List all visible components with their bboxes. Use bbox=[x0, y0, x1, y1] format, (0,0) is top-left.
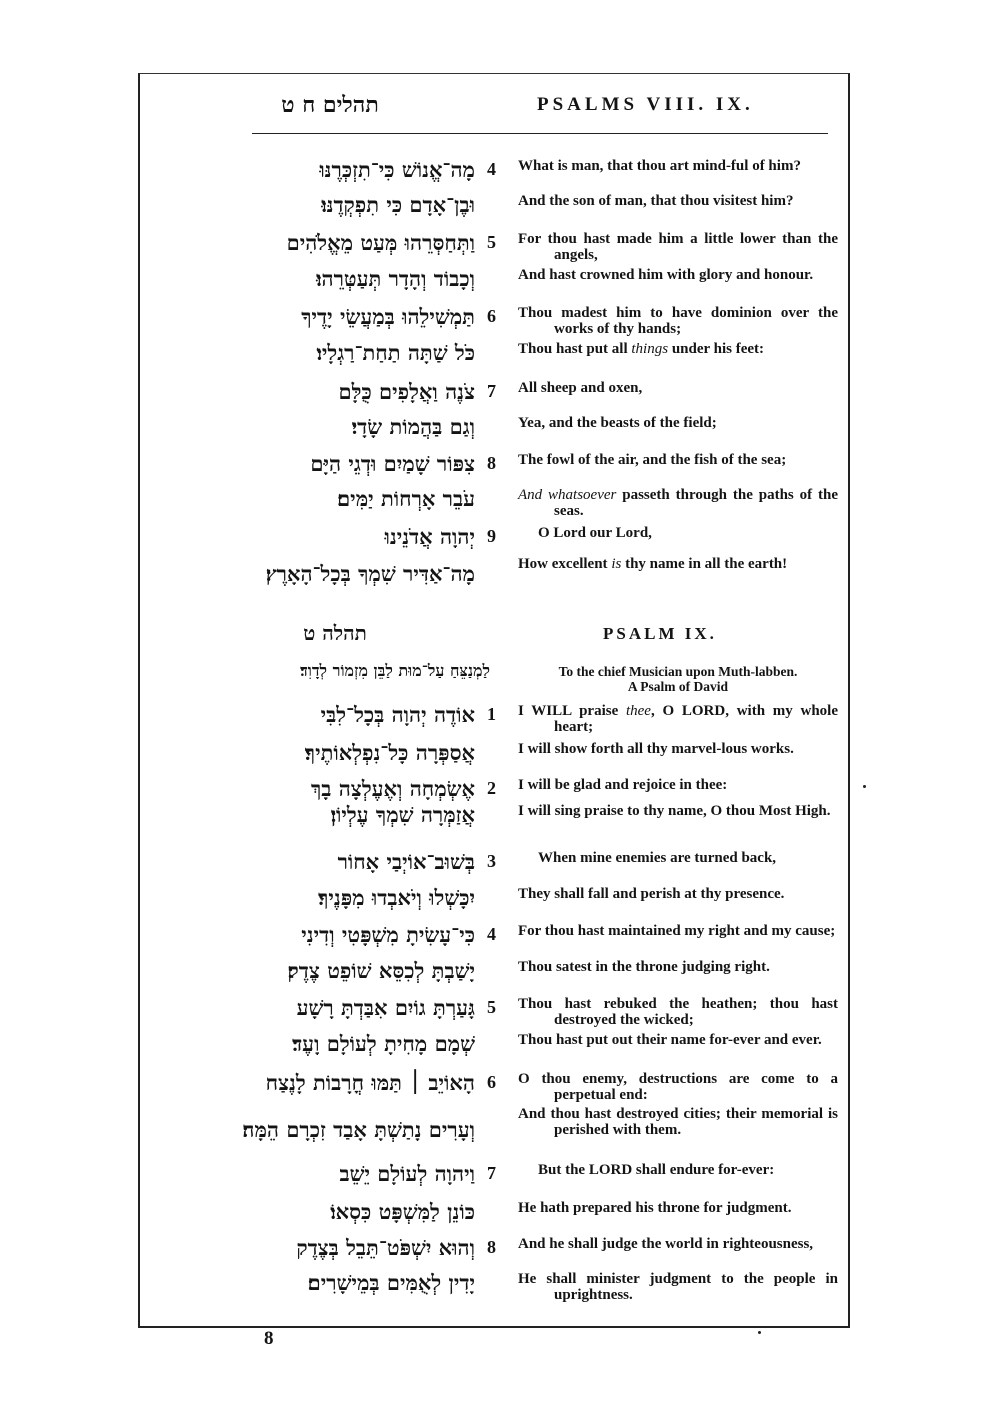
italic-segment: things bbox=[631, 341, 669, 357]
verse-number: 7 bbox=[487, 1163, 496, 1183]
verse-line bbox=[0, 341, 1000, 371]
text-segment: All sheep and oxen, bbox=[518, 380, 643, 396]
verse-line bbox=[0, 193, 1000, 223]
hebrew-text: אוֹדֶה יְהוָה בְּכָל־לִבִּי bbox=[320, 702, 475, 727]
verse-line bbox=[0, 1071, 1000, 1101]
italic-segment: thee bbox=[625, 703, 651, 719]
verse-number: 3 bbox=[487, 851, 496, 871]
verse-number: 4 bbox=[487, 924, 496, 944]
english-text bbox=[518, 803, 838, 819]
hebrew-text: יָשַׁבְתָּ לְכִסֵּא שׁוֹפֵט צֶדֶק׃ bbox=[287, 958, 475, 983]
superscription-line-2: A Psalm of David bbox=[627, 679, 729, 694]
hebrew-text: בְּשׁוּב־אוֹיְבַי אָחוֹר bbox=[337, 849, 475, 874]
text-segment: And the son of man, that thou visitest him? bbox=[518, 193, 794, 209]
english-text bbox=[518, 703, 838, 735]
hebrew-text: מָה־אֱנוֹשׁ כִּי־תִזְכְּרֶנּוּ bbox=[319, 157, 475, 182]
text-segment: passeth through the paths of the seas. bbox=[554, 487, 838, 519]
verse-line bbox=[0, 803, 1000, 833]
hebrew-text: יְהוָה אֲדֹנֵינוּ bbox=[384, 524, 475, 549]
verse-line bbox=[0, 923, 1000, 953]
verse-number: 6 bbox=[487, 1072, 496, 1092]
verse-number: 4 bbox=[487, 159, 496, 179]
english-text bbox=[518, 158, 838, 174]
text-segment: I will be glad and rejoice in thee: bbox=[518, 777, 728, 793]
english-text bbox=[518, 452, 838, 468]
superscription-hebrew: לַמְנַצֵּחַ עַל־מוּת לַבֵּן מִזְמוֹר לְדָוִד׃ bbox=[300, 661, 490, 680]
verse-line bbox=[0, 1200, 1000, 1230]
english-text bbox=[518, 1071, 838, 1103]
text-segment: And hast crowned him with glory and honour. bbox=[518, 267, 814, 283]
english-text bbox=[518, 525, 838, 541]
verse-number: 8 bbox=[487, 453, 496, 473]
running-head-english: PSALMS VIII. IX. bbox=[537, 94, 754, 115]
text-segment: thy name in all the earth! bbox=[621, 556, 788, 572]
hebrew-text: אֲזַמְּרָה שִׁמְךָ עֶלְיוֹן׃ bbox=[330, 802, 475, 827]
verse-line bbox=[0, 231, 1000, 261]
text-segment: Thou satest in the throne judging right. bbox=[518, 959, 770, 975]
text-segment: But the LORD shall endure for-ever: bbox=[538, 1162, 775, 1178]
hebrew-text: וַיהוָה לְעוֹלָם יֵשֵׁב bbox=[339, 1161, 475, 1186]
italic-segment: And whatsoever bbox=[518, 487, 617, 503]
text-segment: The fowl of the air, and the fish of the sea; bbox=[518, 452, 787, 468]
hebrew-text: תַּמְשִׁילֵהוּ בְּמַעֲשֵׂי יָדֶיךָ bbox=[301, 304, 475, 329]
text-segment: I WILL praise bbox=[518, 703, 626, 719]
verse-line bbox=[0, 452, 1000, 482]
hebrew-text: כּוֹנֵן לַמִּשְׁפָּט כִּסְאוֹ׃ bbox=[330, 1199, 475, 1224]
english-text bbox=[518, 193, 838, 209]
hebrew-text: כֹּל שַׁתָּה תַחַת־רַגְלָיו׃ bbox=[316, 340, 475, 365]
english-text bbox=[518, 850, 838, 866]
superscription-english bbox=[518, 664, 838, 694]
hebrew-text: הָאוֹיֵב ׀ תַּמּוּ חֳרָבוֹת לָנֶצַח bbox=[265, 1070, 475, 1095]
hebrew-text: שְׁמָם מָחִיתָ לְעוֹלָם וָעֶד׃ bbox=[292, 1031, 475, 1056]
verse-line bbox=[0, 850, 1000, 880]
english-text bbox=[518, 305, 838, 337]
english-text bbox=[518, 1162, 838, 1178]
english-text bbox=[518, 923, 838, 939]
verse-number: 5 bbox=[487, 232, 496, 252]
hebrew-text: יָדִין לְאֻמִּים בְּמֵישָׁרִים׃ bbox=[307, 1270, 475, 1295]
verse-line bbox=[0, 525, 1000, 555]
verse-line bbox=[0, 1162, 1000, 1192]
psalm-9-heading-english: PSALM IX. bbox=[603, 624, 717, 643]
text-segment: I will sing praise to thy name, O thou Most High. bbox=[518, 803, 831, 819]
verse-line bbox=[0, 305, 1000, 335]
verse-line bbox=[0, 996, 1000, 1026]
verse-number: 2 bbox=[487, 778, 496, 798]
verse-line bbox=[0, 415, 1000, 445]
hebrew-text: גָּעַרְתָּ גוֹיִם אִבַּדְתָּ רָשָׁע bbox=[296, 995, 475, 1020]
english-text bbox=[518, 556, 838, 572]
text-segment: And he shall judge the world in righteousness, bbox=[518, 1236, 814, 1252]
english-text bbox=[518, 886, 838, 902]
scan-speck bbox=[758, 1331, 761, 1334]
text-segment: , O LORD, with my whole heart; bbox=[554, 703, 839, 735]
italic-segment: is bbox=[611, 556, 622, 572]
text-segment: When mine enemies are turned back, bbox=[538, 850, 777, 866]
verse-line bbox=[0, 703, 1000, 733]
text-segment: under his feet: bbox=[668, 341, 765, 357]
english-text bbox=[518, 959, 838, 975]
hebrew-text: וְכָבוֹד וְהָדָר תְּעַטְּרֵהוּ׃ bbox=[316, 266, 475, 291]
english-text bbox=[518, 1271, 838, 1303]
english-text bbox=[518, 996, 838, 1028]
text-segment: I will show forth all thy marvel-lous works. bbox=[518, 741, 794, 757]
hebrew-text: וַתְּחַסְּרֵהוּ מְּעַט מֵאֱלֹהִים bbox=[286, 230, 475, 255]
text-segment: What is man, that thou art mind-ful of him? bbox=[518, 158, 801, 174]
text-segment: For thou hast made him a little lower than the angels, bbox=[518, 231, 838, 263]
verse-number: 7 bbox=[487, 381, 496, 401]
verse-line bbox=[0, 886, 1000, 916]
english-text bbox=[518, 415, 838, 431]
header-rule bbox=[252, 133, 828, 134]
scan-speck bbox=[863, 785, 866, 788]
english-text bbox=[518, 1032, 838, 1048]
verse-line bbox=[0, 1032, 1000, 1062]
verse-line bbox=[0, 741, 1000, 771]
text-segment: For thou hast maintained my right and my cause; bbox=[518, 923, 836, 939]
verse-line bbox=[0, 380, 1000, 410]
text-segment: Thou hast rebuked the heathen; thou hast destroyed the wicked; bbox=[518, 996, 838, 1028]
hebrew-text: צִפּוֹר שָׁמַיִם וּדְגֵי הַיָּם bbox=[310, 451, 475, 476]
english-text bbox=[518, 341, 838, 357]
english-text bbox=[518, 1106, 838, 1138]
verse-line bbox=[0, 959, 1000, 989]
page-number: 8 bbox=[264, 1328, 274, 1349]
hebrew-text: יִכָּשְׁלוּ וְיֹאבְדוּ מִפָּנֶיךָ׃ bbox=[318, 885, 475, 910]
hebrew-text: עֹבֵר אָרְחוֹת יַמִּים׃ bbox=[337, 486, 475, 511]
text-segment: Thou madest him to have dominion over the works of thy hands; bbox=[518, 305, 838, 337]
hebrew-text: צֹנֶה וַאֲלָפִים כֻּלָּם bbox=[338, 379, 475, 404]
text-segment: They shall fall and perish at thy presence. bbox=[518, 886, 785, 902]
text-segment: Yea, and the beasts of the field; bbox=[518, 415, 717, 431]
verse-line bbox=[0, 1106, 1000, 1142]
hebrew-text: כִּי־עָשִׂיתָ מִשְׁפָּטִי וְדִינִי bbox=[301, 922, 475, 947]
text-segment: O thou enemy, destructions are come to a perpetual end: bbox=[518, 1071, 838, 1103]
english-text bbox=[518, 231, 838, 263]
verse-line bbox=[0, 1236, 1000, 1266]
verse-line bbox=[0, 1271, 1000, 1301]
text-segment: How excellent bbox=[518, 556, 612, 572]
text-segment: He hath prepared his throne for judgment. bbox=[518, 1200, 792, 1216]
verse-number: 9 bbox=[487, 526, 496, 546]
hebrew-text: וּבֶן־אָדָם כִּי תִפְקְדֶנּוּ׃ bbox=[321, 192, 475, 217]
hebrew-text: אֲסַפְּרָה כָּל־נִפְלְאוֹתֶיךָ׃ bbox=[304, 740, 475, 765]
verse-number: 1 bbox=[487, 704, 496, 724]
text-segment: Thou hast put out their name for-ever and ever. bbox=[518, 1032, 822, 1048]
hebrew-text: וְעָרִים נָתַשְׁתָּ אָבַד זִכְרָם הֵמָּה׃ bbox=[242, 1117, 475, 1142]
english-text bbox=[518, 741, 838, 757]
hebrew-text: וְהוּא יִשְׁפֹּט־תֵּבֵל בְּצֶדֶק bbox=[296, 1235, 475, 1260]
english-text bbox=[518, 487, 838, 519]
verse-line bbox=[0, 158, 1000, 188]
verse-number: 6 bbox=[487, 306, 496, 326]
english-text bbox=[518, 777, 838, 793]
verse-number: 5 bbox=[487, 997, 496, 1017]
text-segment: He shall minister judgment to the people in uprightness. bbox=[518, 1271, 838, 1303]
text-segment: And thou hast destroyed cities; their memorial is perished with them. bbox=[518, 1106, 838, 1138]
hebrew-text: וְגַם בַּהֲמוֹת שָׂדָי׃ bbox=[351, 414, 475, 439]
running-head-hebrew: תהלים ח ט bbox=[281, 92, 379, 118]
text-segment: O Lord our Lord, bbox=[538, 525, 652, 541]
verse-line bbox=[0, 267, 1000, 297]
verse-line bbox=[0, 556, 1000, 586]
superscription-line-1: To the chief Musician upon Muth-labben. bbox=[558, 664, 798, 679]
text-segment: Thou hast put all bbox=[518, 341, 632, 357]
english-text bbox=[518, 267, 838, 283]
psalm-9-heading-hebrew: תהלה ט bbox=[303, 621, 367, 645]
hebrew-text: מָה־אַדִּיר שִׁמְךָ בְּכָל־הָאָרֶץ׃ bbox=[265, 561, 475, 586]
verse-line bbox=[0, 487, 1000, 517]
hebrew-text: אֶשְׂמְחָה וְאֶעֶלְצָה בָךְ bbox=[310, 776, 475, 801]
english-text bbox=[518, 1236, 838, 1252]
english-text bbox=[518, 1200, 838, 1216]
english-text bbox=[518, 380, 838, 396]
verse-number: 8 bbox=[487, 1237, 496, 1257]
